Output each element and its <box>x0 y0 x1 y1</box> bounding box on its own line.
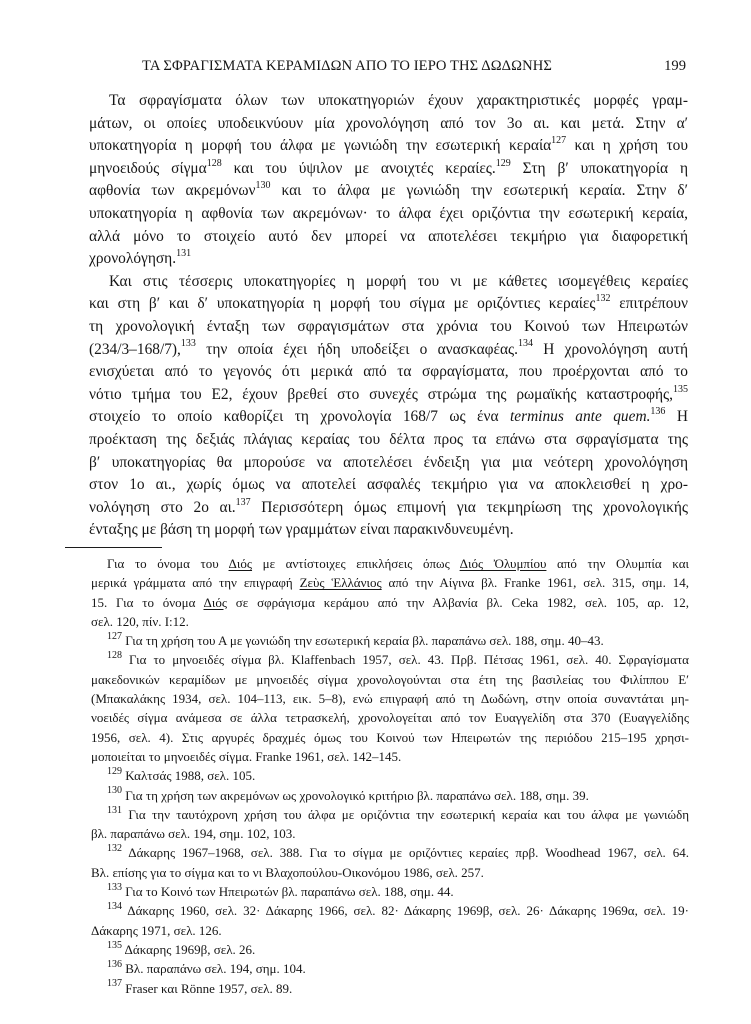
footnote-line: $^{136}$ Βλ. παραπάνω σελ. 194, σημ. 104. <box>107 958 306 977</box>
text-line: μηνοειδούς σίγμα$^{128}$ και του ύψιλον με ανοιχτές κεραίες.$^{129}$ Στη β′ υποκατηγορία η <box>89 157 688 177</box>
footnote-rule <box>65 547 162 548</box>
text-line: χρονολόγηση.$^{131}$ <box>89 248 192 268</box>
footnote-ref[interactable]: 135 <box>673 383 688 395</box>
text-line: αφθονία των ακρεμόνων$^{130}$ και το άλφα με γωνιώδη την εσωτερική κεραία. Στην δ′ <box>89 180 688 200</box>
footnote-ref[interactable]: 127 <box>551 135 567 147</box>
footnote-number: 134 <box>107 901 122 913</box>
footnote-ref[interactable]: 137 <box>235 496 251 508</box>
footnote-ref[interactable]: 131 <box>176 248 192 260</box>
footnote-number: 135 <box>107 939 122 951</box>
footnote-line: βλ. παραπάνω σελ. 194, σημ. 102, 103. <box>91 826 296 842</box>
footnote-line: μερικά γράμματα από την επιγραφή Ζεὺς Ἑλλάνιος από την Αίγινα βλ. Franke 1961, σελ. 315, σημ. 14, <box>91 575 689 591</box>
footnote-line: Βλ. επίσης για το σίγμα και το νι Βλαχοπούλου-Οικονόμου 1986, σελ. 257. <box>91 864 484 880</box>
footnote-ref[interactable]: 129 <box>495 157 511 169</box>
footnote-line: (Μπακαλάκης 1934, σελ. 104–113, εικ. 5–8), ενώ επιγραφή από τη Δωδώνη, στην οποία συναντάται μη- <box>91 691 689 707</box>
text-line: (234/3–168/7),$^{133}$ την οποία έχει ήδη υποδείξει ο ανασκαφέας.$^{134}$ Η χρονολόγηση αυτή <box>89 338 688 358</box>
footnote-number: 132 <box>107 843 122 855</box>
text-line: προέκταση της δεξιάς πλάγιας κεραίας του δέλτα προς τα επάνω στα σφραγίσματα της <box>89 430 688 448</box>
running-header <box>92 58 686 82</box>
text-line: και στη β′ και δ′ υποκατηγορία η μορφή του σίγμα με οριζόντιες κεραίες$^{132}$ επιτρέπουν <box>89 293 688 313</box>
footnote-number: 127 <box>107 630 122 642</box>
footnote-line: μοποιείται το μηνοειδές σίγμα. Franke 1961, σελ. 142–145. <box>91 748 402 764</box>
footnote-number: 130 <box>107 785 122 797</box>
text-line: υποκατηγορία η αφθονία των ακρεμόνων· το άλφα έχει οριζόντια την εσωτερική κεραία, <box>89 204 688 222</box>
footnote-line: $^{132}$ Δάκαρης 1967–1968, σελ. 388. Για το σίγμα με οριζόντιες κεραίες πρβ. Woodhead 1967, σελ. 64. <box>107 843 689 861</box>
text-line: Και στις τέσσερις υποκατηγορίες η μορφή του νι με κάθετες ισομεγέθεις κεραίες <box>109 272 688 290</box>
footnote-number: 129 <box>107 765 122 777</box>
footnote-ref[interactable]: 133 <box>180 338 196 350</box>
footnote-line: σελ. 120, πίν. Ι:12. <box>91 613 189 629</box>
text-line: στοιχείο το οποίο καθορίζει τη χρονολογία 168/7 ως ένα terminus ante quem.$^{136}$ Η <box>89 406 688 426</box>
footnote-line: $^{127}$ Για τη χρήση του Α με γωνιώδη την εσωτερική κεραία βλ. παραπάνω σελ. 188, σημ. 40–43. <box>107 630 604 649</box>
paragraph-2 <box>89 271 688 542</box>
footnote-136 <box>91 959 689 978</box>
footnote-line: 1956, σελ. 4). Στις αργυρές δραχμές όμως του Κοινού των Ηπειρωτών της περιόδου 215–195 χρησι- <box>91 729 689 745</box>
running-title: ΤΑ ΣΦΡΑΓΙΣΜΑΤΑ ΚΕΡΑΜΙΔΩΝ ΑΠΟ ΤΟ ΙΕΡΟ ΤΗΣ ΔΩΔΩΝΗΣ <box>142 58 552 74</box>
footnote-137 <box>91 979 689 998</box>
text-line: νότιο τμήμα του Ε2, έχουν βρεθεί στο συνεχές στρώμα της ρωμαϊκής καταστροφής,$^{135}$ <box>89 383 688 403</box>
footnote-ref[interactable]: 134 <box>518 338 533 350</box>
footnote-133 <box>91 882 689 901</box>
footnote-ref[interactable]: 130 <box>255 180 271 192</box>
footnote-number: 128 <box>107 650 122 662</box>
footnote-131 <box>91 805 689 844</box>
footnote-line: $^{134}$ Δάκαρης 1960, σελ. 32· Δάκαρης 1966, σελ. 82· Δάκαρης 1969β, σελ. 26· Δάκαρης 1969α, σελ. 19· <box>107 901 689 919</box>
footnote-number: 136 <box>107 958 122 970</box>
paragraph-1 <box>89 90 688 271</box>
text-line: υποκατηγορία η μορφή του άλφα με γωνιώδη την εσωτερική κεραία$^{127}$ και η χρήση του <box>89 135 688 155</box>
body-text <box>89 90 688 542</box>
footnote-line: μακεδονικών κεραμίδων με μηνοειδές σίγμα χρονολογούνται στα έτη της βασιλείας του Φιλίππου Ε′ <box>91 671 689 687</box>
footnote-ref[interactable]: 136 <box>650 406 666 418</box>
footnote-line: $^{128}$ Για το μηνοειδές σίγμα βλ. Klaffenbach 1957, σελ. 43. Πρβ. Πέτσας 1961, σελ. 40. Σφραγίσματα <box>107 650 689 668</box>
footnote-lead <box>91 554 689 631</box>
footnote-number: 137 <box>107 978 122 990</box>
footnote-135 <box>91 940 689 959</box>
text-line: αλλά μόνο το στοιχείο αυτό δεν μπορεί να αποτελέσει τεκμήριο για διαφορετική <box>89 227 688 245</box>
text-line: ενισχύεται από το γεγονός ότι μερικά από τα σφραγίσματα, που προέρχονται από το <box>89 363 688 381</box>
footnote-line: $^{131}$ Για την ταυτόχρονη χρήση του άλφα με οριζόντια την εσωτερική κεραία και του άλφα με γωνιώδη <box>107 804 690 822</box>
footnote-line: $^{135}$ Δάκαρης 1969β, σελ. 26. <box>107 939 256 957</box>
footnote-line: νοειδές σίγμα ανάμεσα σε άλλα τετρασκελή, χρονολογείται από τον Ευαγγελίδη στα 370 (Ευαγγελίδης <box>91 710 689 726</box>
footnote-line: $^{130}$ Για τη χρήση των ακρεμόνων ως χρονολογικό κριτήριο βλ. παραπάνω σελ. 188, σημ. 39. <box>107 785 589 803</box>
footnote-line: $^{133}$ Για το Κοινό των Ηπειρωτών βλ. παραπάνω σελ. 188, σημ. 44. <box>107 881 454 900</box>
footnote-129 <box>91 766 689 785</box>
footnote-134 <box>91 901 689 940</box>
text-line: μάτων, οι οποίες υποδεικνύουν μία χρονολόγηση από τον 3ο αι. και μετά. Στην α′ <box>89 114 688 132</box>
footnote-line: Δάκαρης 1971, σελ. 126. <box>91 922 222 938</box>
page-number: 199 <box>664 58 686 74</box>
footnote-130 <box>91 786 689 805</box>
text-line: ένταξης με βάση τη μορφή των γραμμάτων είναι παρακινδυνευμένη. <box>89 521 514 539</box>
latin-phrase: terminus ante quem. <box>509 408 651 426</box>
text-line: β′ υποκατηγορίας θα μπορούσε να αποτελέσει ένδειξη για μια νεότερη χρονολόγηση <box>89 453 688 471</box>
footnote-line: $^{129}$ Καλτσάς 1988, σελ. 105. <box>107 765 256 784</box>
footnote-line: $^{137}$ Fraser και Rönne 1957, σελ. 89. <box>107 978 293 996</box>
footnote-ref[interactable]: 128 <box>206 157 222 169</box>
footnote-128 <box>91 650 689 766</box>
text-line: Τα σφραγίσματα όλων των υποκατηγοριών έχουν χαρακτηριστικές μορφές γραμ- <box>109 92 688 109</box>
footnote-132 <box>91 843 689 882</box>
text-line: τη χρονολογική ένταξη των σφραγισμάτων στα χρόνια του Κοινού των Ηπειρωτών <box>89 317 688 335</box>
footnote-line: Για το όνομα του Διός με αντίστοιχες επικλήσεις όπως Διός Ὀλυμπίου από την Ολυμπία και <box>107 556 690 571</box>
footnote-ref[interactable]: 132 <box>595 293 611 305</box>
footnote-number: 131 <box>107 804 122 816</box>
footnote-line: 15. Για το όνομα Διός σε σφράγισμα κεράμου από την Αλβανία βλ. Ceka 1982, σελ. 105, αρ. 12, <box>91 594 689 610</box>
text-line: στον 1ο αι., χωρίς όμως να αποτελεί ασφαλές τεκμήριο για να αποκλεισθεί η χρο- <box>89 476 688 494</box>
text-line: νολόγηση στο 2ο αι.$^{137}$ Περισσότερη όμως επιμονή για τεκμηρίωση της χρονολογικής <box>89 496 688 516</box>
footnote-127 <box>91 631 689 650</box>
footnote-number: 133 <box>107 881 122 893</box>
footnotes <box>91 554 689 998</box>
